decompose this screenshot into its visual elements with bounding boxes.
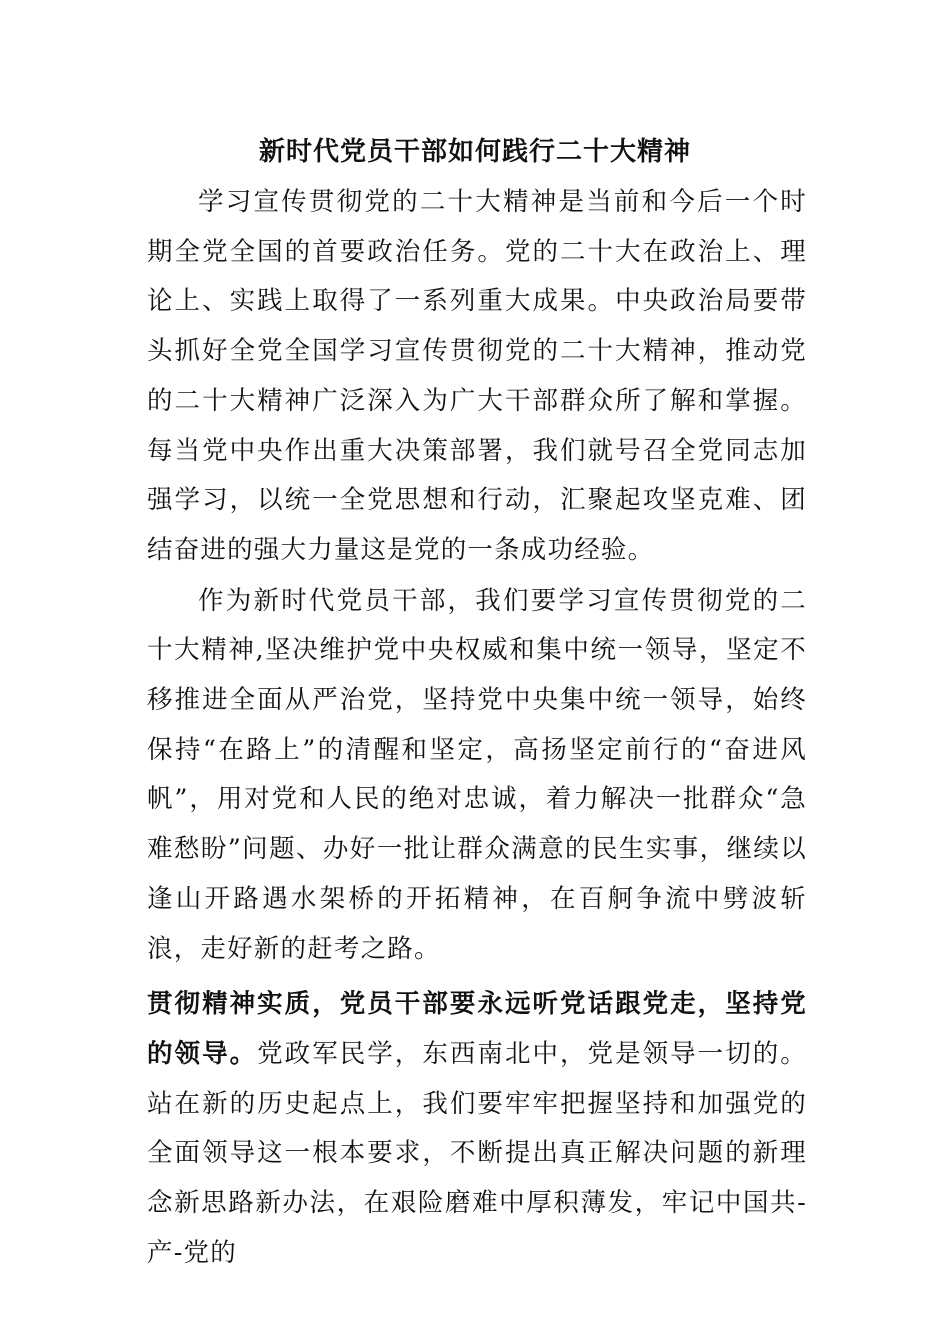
paragraph-3 (147, 980, 807, 1278)
paragraph-3-lead: 贯彻精神实质，党员干部要永远听党话跟党走，坚持党的领导。 (147, 989, 807, 1069)
document-title: 新时代党员干部如何践行二十大精神 (258, 137, 691, 167)
paragraph-3-text: 党政军民学，东西南北中，党是领导一切的。站在新的历史起点上，我们要牢牢把握坚持和加强党的全面领导这一根本要求，不断提出真正解决问题的新理念新思路新办法，在艰险磨难中厚积薄发，牢记中国共-产-党的 (147, 1038, 807, 1268)
paragraph-2: 作为新时代党员干部，我们要学习宣传贯彻党的二十大精神,坚决维护党中央权威和集中统一领导，坚定不移推进全面从严治党，坚持党中央集中统一领导，始终保持“在路上”的清醒和坚定，高扬坚定前行的“奋进风帆”，用对党和人民的绝对忠诚，着力解决一批群众“急难愁盼”问题、办好一批让群众满意的民生实事，继续以逢山开路遇水架桥的开拓精神，在百舸争流中劈波斩浪，走好新的赶考之路。 (147, 585, 807, 964)
paragraph-1: 学习宣传贯彻党的二十大精神是当前和今后一个时期全党全国的首要政治任务。党的二十大在政治上、理论上、实践上取得了一系列重大成果。中央政治局要带头抓好全党全国学习宣传贯彻党的二十大精神，推动党的二十大精神广泛深入为广大干部群众所了解和掌握。每当党中央作出重大决策部署，我们就号召全党同志加强学习，以统一全党思想和行动，汇聚起攻坚克难、团结奋进的强大力量这是党的一条成功经验。 (147, 187, 807, 565)
document-body (147, 178, 807, 1278)
